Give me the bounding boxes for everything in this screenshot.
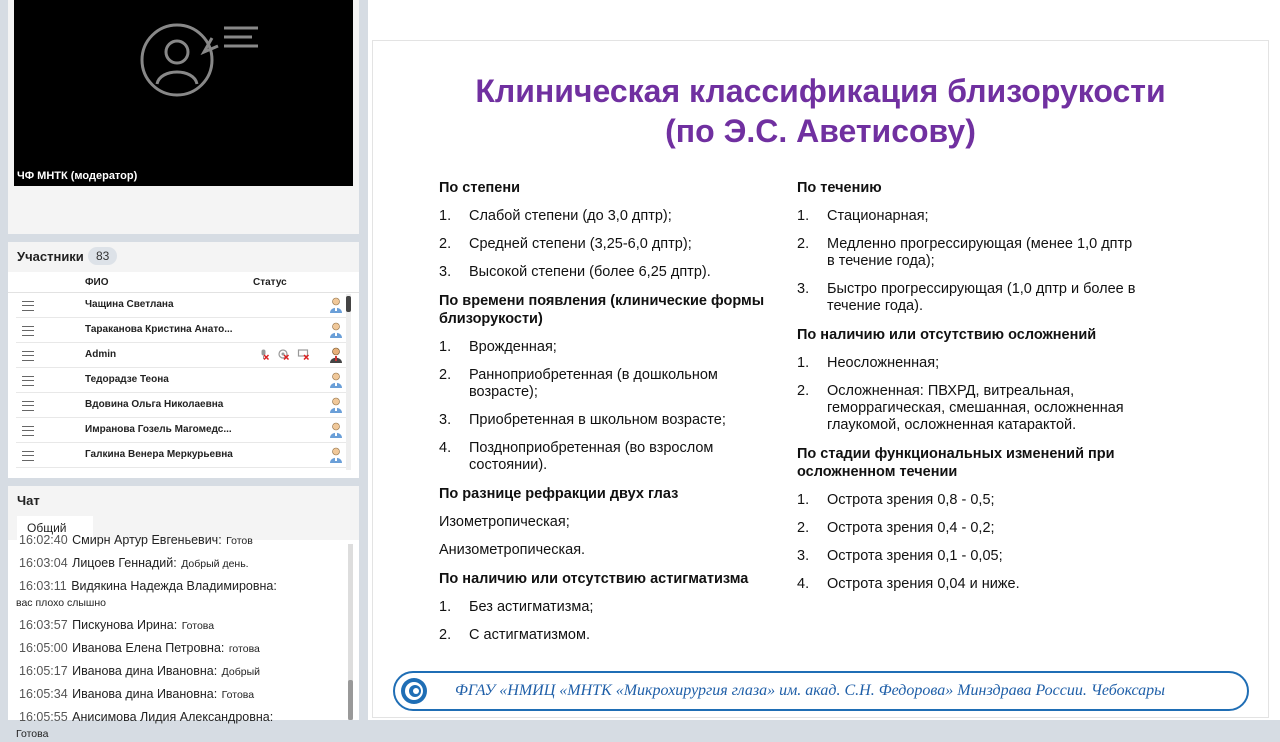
drag-handle-icon[interactable] xyxy=(22,326,34,336)
participant-row[interactable] xyxy=(16,443,349,468)
participants-scroll-thumb[interactable] xyxy=(346,296,351,312)
left-panel xyxy=(0,0,368,740)
participants-list xyxy=(8,293,359,468)
section-heading: По стадии функциональных изменений при осложненном течении xyxy=(797,446,1115,480)
participant-row[interactable] xyxy=(16,418,349,443)
user-icon xyxy=(329,397,343,413)
participant-name: Имранова Гозель Магомедс... xyxy=(85,424,232,435)
drag-handle-icon[interactable] xyxy=(22,376,34,386)
list-item: 1. Слабой степени (до 3,0 дптр); xyxy=(439,208,672,224)
participant-row[interactable] xyxy=(16,318,349,343)
chat-scrollbar[interactable] xyxy=(348,544,353,720)
section-heading: По наличию или отсутствию осложнений xyxy=(797,327,1097,343)
admin-user-icon xyxy=(329,347,343,363)
slide-title-line2: (по Э.С. Аветисову) xyxy=(665,113,976,149)
participant-name: Тараканова Кристина Анато... xyxy=(85,324,233,335)
slide-right-column xyxy=(797,179,1137,604)
drag-handle-icon[interactable] xyxy=(22,351,34,361)
participants-header xyxy=(8,242,359,272)
chat-message: 16:03:57 Пискунова Ирина: Готова xyxy=(19,618,215,632)
list-item: Изометропическая; xyxy=(439,514,570,530)
section-heading: По разнице рефракции двух глаз xyxy=(439,486,679,502)
slide-footer xyxy=(393,671,1249,711)
participants-column-header xyxy=(8,272,359,293)
list-item: 1. Стационарная; xyxy=(797,208,929,224)
participant-name: Галкина Венера Меркурьевна xyxy=(85,449,233,460)
section-heading: По течению xyxy=(797,180,882,196)
footer-text: ФГАУ «НМИЦ «МНТК «Микрохирургия глаза» им. акад. С.Н. Федорова» Минздрава России. Чебоксары xyxy=(455,682,1165,699)
chat-message: 16:05:34 Иванова дина Ивановна: Готова xyxy=(19,687,255,701)
participant-name: Вдовина Ольга Николаевна xyxy=(85,399,224,410)
section-heading: По наличию или отсутствию астигматизма xyxy=(439,571,749,587)
microphone-off-icon[interactable] xyxy=(258,349,269,360)
list-item: 3. Приобретенная в школьном возрасте; xyxy=(439,412,726,428)
participants-title: Участники xyxy=(17,249,84,264)
chat-message: 16:05:00 Иванова Елена Петровна: готова xyxy=(19,641,260,655)
section-heading: По степени xyxy=(439,180,521,196)
slide-title xyxy=(373,71,1268,151)
chat-tab-general[interactable]: Общий xyxy=(17,516,93,540)
list-item: 1. Острота зрения 0,8 - 0,5; xyxy=(797,492,995,508)
chat-message: 16:03:04 Лицоев Геннадий: Добрый день. xyxy=(19,556,249,570)
list-item: 4. Острота зрения 0,04 и ниже. xyxy=(797,576,1020,592)
chat-message: 16:05:17 Иванова дина Ивановна: Добрый xyxy=(19,664,261,678)
participants-scrollbar[interactable] xyxy=(346,294,351,470)
list-item: 4. Поздноприобретенная (во взрослом состоянии). xyxy=(439,440,714,473)
drag-handle-icon[interactable] xyxy=(22,301,34,311)
list-item: 3. Высокой степени (более 6,25 дптр). xyxy=(439,264,711,280)
chat-message: 16:02:40 Смирн Артур Евгеньевич: Готов xyxy=(19,533,253,547)
chat-title: Чат xyxy=(17,493,40,508)
list-item: 2. С астигматизмом. xyxy=(439,627,590,643)
user-icon xyxy=(329,322,343,338)
participant-row[interactable] xyxy=(16,293,349,318)
video-panel xyxy=(8,0,359,234)
participant-row[interactable] xyxy=(16,343,349,368)
list-item: 2. Средней степени (3,25-6,0 дптр); xyxy=(439,236,692,252)
list-item: 3. Быстро прогрессирующая (1,0 дптр и более в течение года). xyxy=(797,281,1136,314)
list-item: 2. Острота зрения 0,4 - 0,2; xyxy=(797,520,995,536)
user-icon xyxy=(329,297,343,313)
drag-handle-icon[interactable] xyxy=(22,401,34,411)
chat-header xyxy=(8,486,359,514)
participant-row[interactable] xyxy=(16,368,349,393)
chat-scroll-thumb[interactable] xyxy=(348,680,353,720)
list-item: 2. Ранноприобретенная (в дошкольном возрасте); xyxy=(439,367,718,400)
video-feed[interactable] xyxy=(14,0,353,186)
drag-handle-icon[interactable] xyxy=(22,451,34,461)
eye-logo-icon xyxy=(399,676,429,706)
user-icon xyxy=(329,422,343,438)
participants-panel xyxy=(8,242,359,478)
list-item: 2. Осложненная: ПВХРД, витреальная, геморрагическая, смешанная, осложненная глаукомой, осложненная катарактой. xyxy=(797,383,1124,433)
column-status[interactable]: Статус xyxy=(253,277,287,288)
list-item: 1. Неосложненная; xyxy=(797,355,940,371)
screen-share-off-icon[interactable] xyxy=(298,349,309,360)
list-item: 3. Острота зрения 0,1 - 0,05; xyxy=(797,548,1003,564)
drag-handle-icon[interactable] xyxy=(22,426,34,436)
presentation-slide xyxy=(372,40,1269,718)
list-item: 1. Врожденная; xyxy=(439,339,557,355)
chat-message: 16:05:55 Анисимова Лидия Александровна: Готова xyxy=(16,710,274,740)
list-item: 1. Без астигматизма; xyxy=(439,599,594,615)
participant-name: Чащина Светлана xyxy=(85,299,174,310)
video-label: ЧФ МНТК (модератор) xyxy=(17,170,138,182)
user-icon xyxy=(329,372,343,388)
participant-name: Тедорадзе Теона xyxy=(85,374,169,385)
section-heading: По времени появления (клинические формы близорукости) xyxy=(439,293,765,327)
participants-count-badge: 83 xyxy=(88,247,117,265)
chat-panel xyxy=(8,486,359,740)
chat-message: 16:03:11 Видякина Надежда Владимировна: вас плохо слышно xyxy=(16,579,277,609)
user-icon xyxy=(329,447,343,463)
list-item: Анизометропическая. xyxy=(439,542,586,558)
slide-title-line1: Клиническая классификация близорукости xyxy=(475,73,1166,109)
column-fio[interactable]: ФИО xyxy=(85,277,109,288)
speaker-user-icon xyxy=(142,18,258,102)
slide-left-column xyxy=(439,179,769,655)
chat-messages xyxy=(8,533,348,740)
participant-name: Admin xyxy=(85,349,117,360)
camera-off-icon[interactable] xyxy=(278,349,289,360)
participant-row[interactable] xyxy=(16,393,349,418)
list-item: 2. Медленно прогрессирующая (менее 1,0 дптр в течение года); xyxy=(797,236,1133,269)
